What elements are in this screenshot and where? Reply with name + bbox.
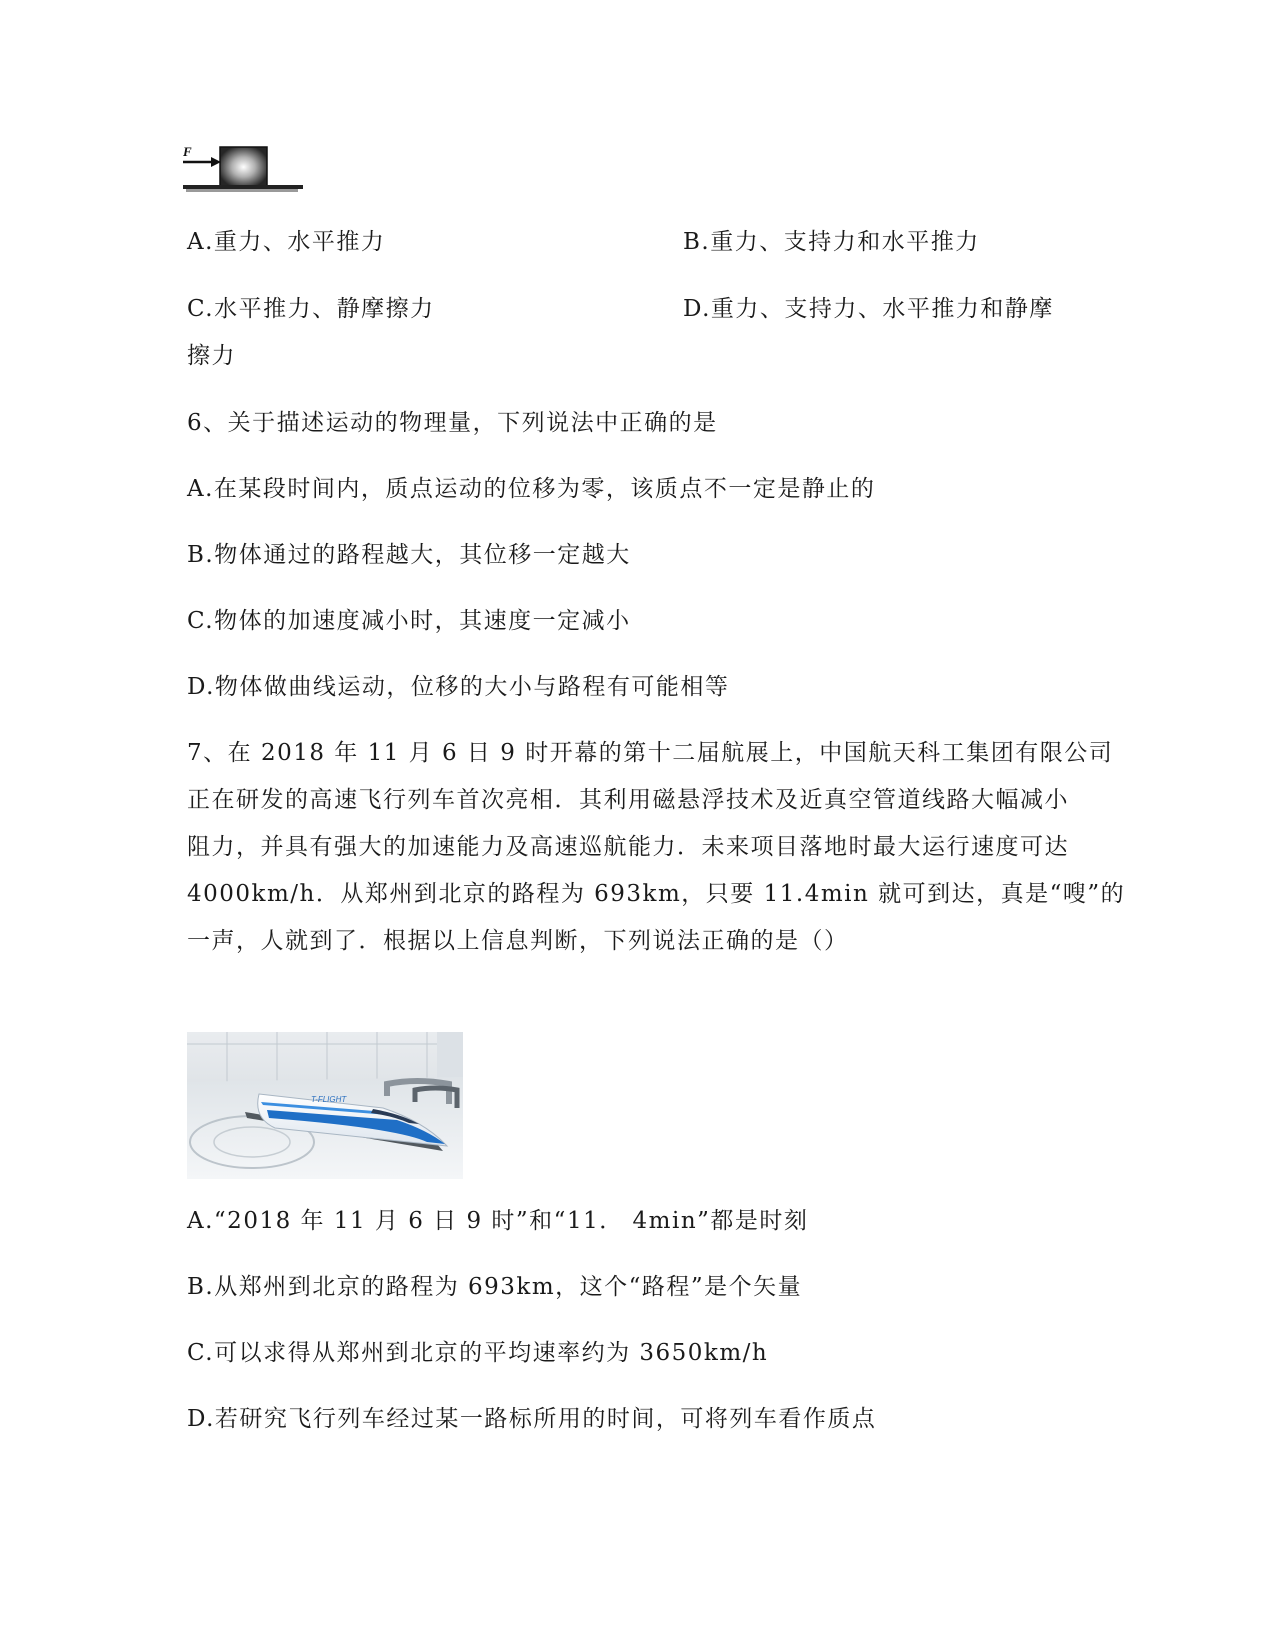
q5-option-c: C.水平推力、静摩擦力: [187, 296, 435, 322]
q7-stem-line-4: 4000km/h．从郑州到北京的路程为 693km，只要 11.4min 就可到达，真是“嗖”的: [187, 881, 1126, 907]
q7-stem-line-5: 一声，人就到了．根据以上信息判断，下列说法正确的是（）: [187, 928, 849, 954]
q7-stem-line-2: 正在研发的高速飞行列车首次亮相．其利用磁悬浮技术及近真空管道线路大幅减小: [187, 787, 1069, 813]
q5-option-b: B.重力、支持力和水平推力: [683, 229, 980, 255]
block-force-figure: [183, 143, 305, 195]
q6-option-d: D.物体做曲线运动，位移的大小与路程有可能相等: [187, 674, 730, 700]
train-image: [187, 1032, 463, 1179]
q6-option-a: A.在某段时间内，质点运动的位移为零，该质点不一定是静止的: [187, 476, 876, 502]
q7-option-c: C.可以求得从郑州到北京的平均速率约为 3650km/h: [187, 1340, 769, 1366]
train-livery-text: T-FLIGHT: [311, 1095, 347, 1104]
q6-option-b: B.物体通过的路程越大，其位移一定越大: [187, 542, 631, 568]
q7-stem-line-1: 7、在 2018 年 11 月 6 日 9 时开幕的第十二届航展上，中国航天科工集团有限公司: [187, 740, 1114, 766]
q5-option-d-continuation: 擦力: [187, 343, 236, 369]
force-label: F: [183, 144, 192, 159]
q7-option-a: A.“2018 年 11 月 6 日 9 时”和“11． 4min”都是时刻: [187, 1208, 809, 1234]
q5-option-a: A.重力、水平推力: [187, 229, 386, 255]
q6-stem: 6、关于描述运动的物理量，下列说法中正确的是: [187, 410, 718, 436]
q5-option-d: D.重力、支持力、水平推力和静摩: [683, 296, 1054, 322]
q6-option-c: C.物体的加速度减小时，其速度一定减小: [187, 608, 631, 634]
q7-stem-line-3: 阻力，并具有强大的加速能力及高速巡航能力．未来项目落地时最大运行速度可达: [187, 834, 1069, 860]
q7-option-d: D.若研究飞行列车经过某一路标所用的时间，可将列车看作质点: [187, 1406, 877, 1432]
q7-option-b: B.从郑州到北京的路程为 693km，这个“路程”是个矢量: [187, 1274, 803, 1300]
